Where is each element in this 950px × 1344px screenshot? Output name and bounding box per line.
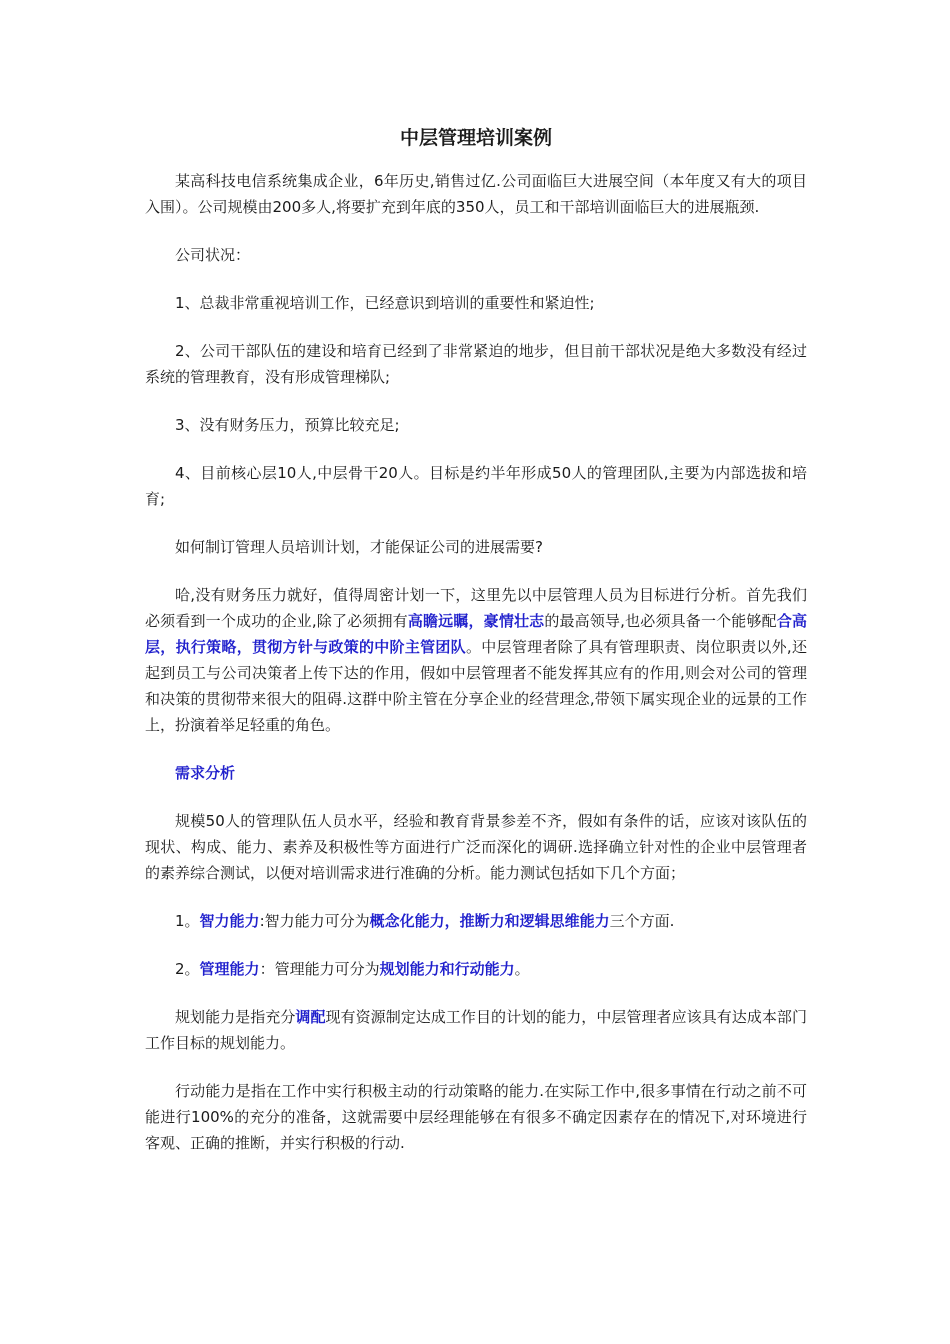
ability-text: 三个方面. [609, 912, 675, 930]
ability-text: ：管理能力可分为 [259, 960, 380, 978]
planning-paragraph [145, 1004, 807, 1056]
ability-text: 。 [514, 960, 530, 978]
ability-name: 智力能力 [199, 912, 260, 930]
status-item: 3、没有财务压力，预算比较充足; [175, 416, 400, 434]
status-item: 2、公司干部队伍的建设和培育已经到了非常紧迫的地步，但目前干部状况是绝大多数没有经过系统的管理教育，没有形成管理梯队; [145, 342, 807, 386]
analysis-text: 哈,没有财务压力就好，值得周密计划一下，这里先以中层管理人员为目标进行分析。首先我们必须看到一个成功的企业,除了必须拥有 [145, 586, 807, 630]
status-label: 公司状况： [175, 246, 251, 264]
ability-item-management [145, 956, 807, 982]
highlight-text: 调配 [295, 1008, 326, 1026]
document-title: 中层管理培训案例 [399, 127, 552, 149]
ability-number: 2。 [175, 960, 200, 978]
ability-text: :智力能力可分为 [259, 912, 370, 930]
ability-name: 管理能力 [199, 960, 260, 978]
action-paragraph: 行动能力是指在工作中实行积极主动的行动策略的能力.在实际工作中,很多事情在行动之前不可能进行100%的充分的准备，这就需要中层经理能够在有很多不确定因素存在的情况下,对环境进行客观、正确的推断，并实行积极的行动. [145, 1082, 807, 1152]
status-item: 4、目前核心层10人,中层骨干20人。目标是约半年形成50人的管理团队,主要为内部选拔和培育; [145, 464, 807, 508]
highlight-text: 合高层，执行策略，贯彻方针与政策的中阶主管团队 [145, 612, 807, 656]
planning-text: 规划能力是指充分 [175, 1008, 296, 1026]
ability-number: 1。 [175, 912, 200, 930]
needs-paragraph: 规模50人的管理队伍人员水平，经验和教育背景参差不齐，假如有条件的话，应该对该队伍的现状、构成、能力、素养及积极性等方面进行广泛而深化的调研.选择确立针对性的企业中层管理者的素养综合测试，以便对培训需求进行准确的分析。能力测试包括如下几个方面； [145, 812, 807, 882]
intro-paragraph: 某高科技电信系统集成企业，6年历史,销售过亿.公司面临巨大进展空间（本年度又有大的项目入围）。公司规模由200多人,将要扩充到年底的350人，员工和干部培训面临巨大的进展瓶颈. [145, 172, 807, 216]
ability-item-intelligence [145, 908, 807, 934]
analysis-text: 。中层管理者除了具有管理职责、岗位职责以外,还起到员工与公司决策者上传下达的作用，假如中层管理者不能发挥其应有的作用,则会对公司的管理和决策的贯彻带来很大的阻碍.这群中阶主管在分享企业的经营理念,带领下属实现企业的远景的工作上，扮演着举足轻重的角色。 [145, 638, 807, 734]
document-page [145, 118, 807, 1178]
section-heading-paragraph [145, 760, 807, 786]
question-paragraph: 如何制订管理人员培训计划，才能保证公司的进展需要? [175, 538, 543, 556]
section-heading: 需求分析 [175, 764, 236, 782]
planning-text: 现有资源制定达成工作目的计划的能力，中层管理者应该具有达成本部门工作目标的规划能力。 [145, 1008, 807, 1052]
highlight-text: 高瞻远瞩，豪情壮志 [407, 612, 545, 630]
analysis-text: 的最高领导,也必须具备一个能够配 [544, 612, 777, 630]
ability-detail: 概念化能力，推断力和逻辑思维能力 [369, 912, 610, 930]
analysis-paragraph [145, 582, 807, 738]
status-item: 1、总裁非常重视培训工作，已经意识到培训的重要性和紧迫性; [175, 294, 595, 312]
ability-detail: 规划能力和行动能力 [379, 960, 515, 978]
